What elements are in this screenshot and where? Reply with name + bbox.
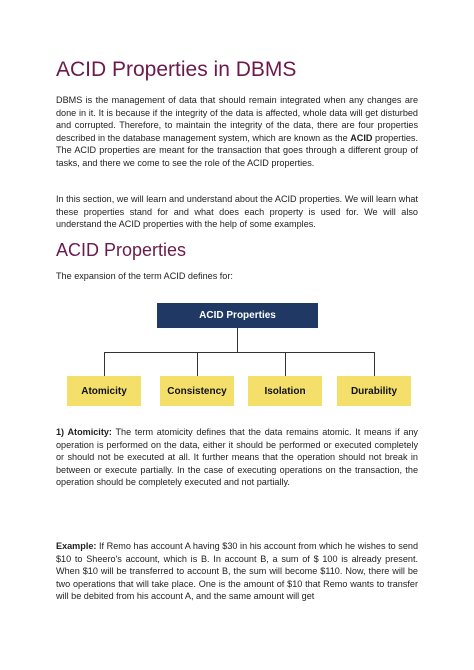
connector-line — [237, 328, 238, 352]
page-title: ACID Properties in DBMS — [56, 58, 297, 81]
connector-line — [197, 352, 198, 376]
section-intro-paragraph: In this section, we will learn and understand about the ACID properties. We will learn what these properties stand for and what does each property is used for. We will also understand the ACID properties with the help of some examples. — [56, 194, 418, 229]
atomicity-label: 1) Atomicity: — [56, 427, 112, 437]
expansion-paragraph: The expansion of the term ACID defines for: — [56, 271, 233, 281]
example-paragraph — [56, 540, 418, 603]
intro-text-before: DBMS is the management of data that should remain integrated when any changes are done in it. It is because if the integrity of the data is affected, whole data will get disturbed and corrupted. Therefore, to maintain the integrity of the data, there are four properties described in the database management system, which are known as the — [56, 95, 418, 143]
example-label: Example: — [56, 541, 97, 551]
connector-line — [104, 352, 375, 353]
diagram-node-atomicity: Atomicity — [67, 376, 141, 406]
connector-line — [374, 352, 375, 376]
intro-bold-term: ACID — [350, 132, 373, 143]
section-heading: ACID Properties — [56, 240, 187, 260]
diagram-node-isolation: Isolation — [248, 376, 322, 406]
diagram-root-node: ACID Properties — [157, 303, 318, 328]
intro-text-after: properties. The ACID properties are meant for the transaction that goes through a different group of tasks, and there we come to see the role of the ACID properties. — [56, 132, 418, 168]
atomicity-paragraph — [56, 426, 418, 489]
connector-line — [285, 352, 286, 376]
connector-line — [104, 352, 105, 376]
diagram-node-consistency: Consistency — [160, 376, 234, 406]
diagram-node-durability: Durability — [337, 376, 411, 406]
intro-paragraph — [56, 94, 418, 169]
example-text: If Remo has account A having $30 in his account from which he wishes to send $10 to Sheero's account, which is B. In account B, a sum of $ 100 is already present. When $10 will be transferred to account B, the sum will become $110. Now, there will be two operations that will take place. One is the amount of $10 that Remo wants to transfer will be debited from his account A, and the same amount will get — [56, 541, 418, 601]
atomicity-text: The term atomicity defines that the data remains atomic. It means if any operation is performed on the data, either it should be performed or executed completely or should not be executed at all. It further means that the operation should not break in between or execute partially. In the case of executing operations on the transaction, the operation should be completely executed and not partially. — [56, 427, 418, 487]
